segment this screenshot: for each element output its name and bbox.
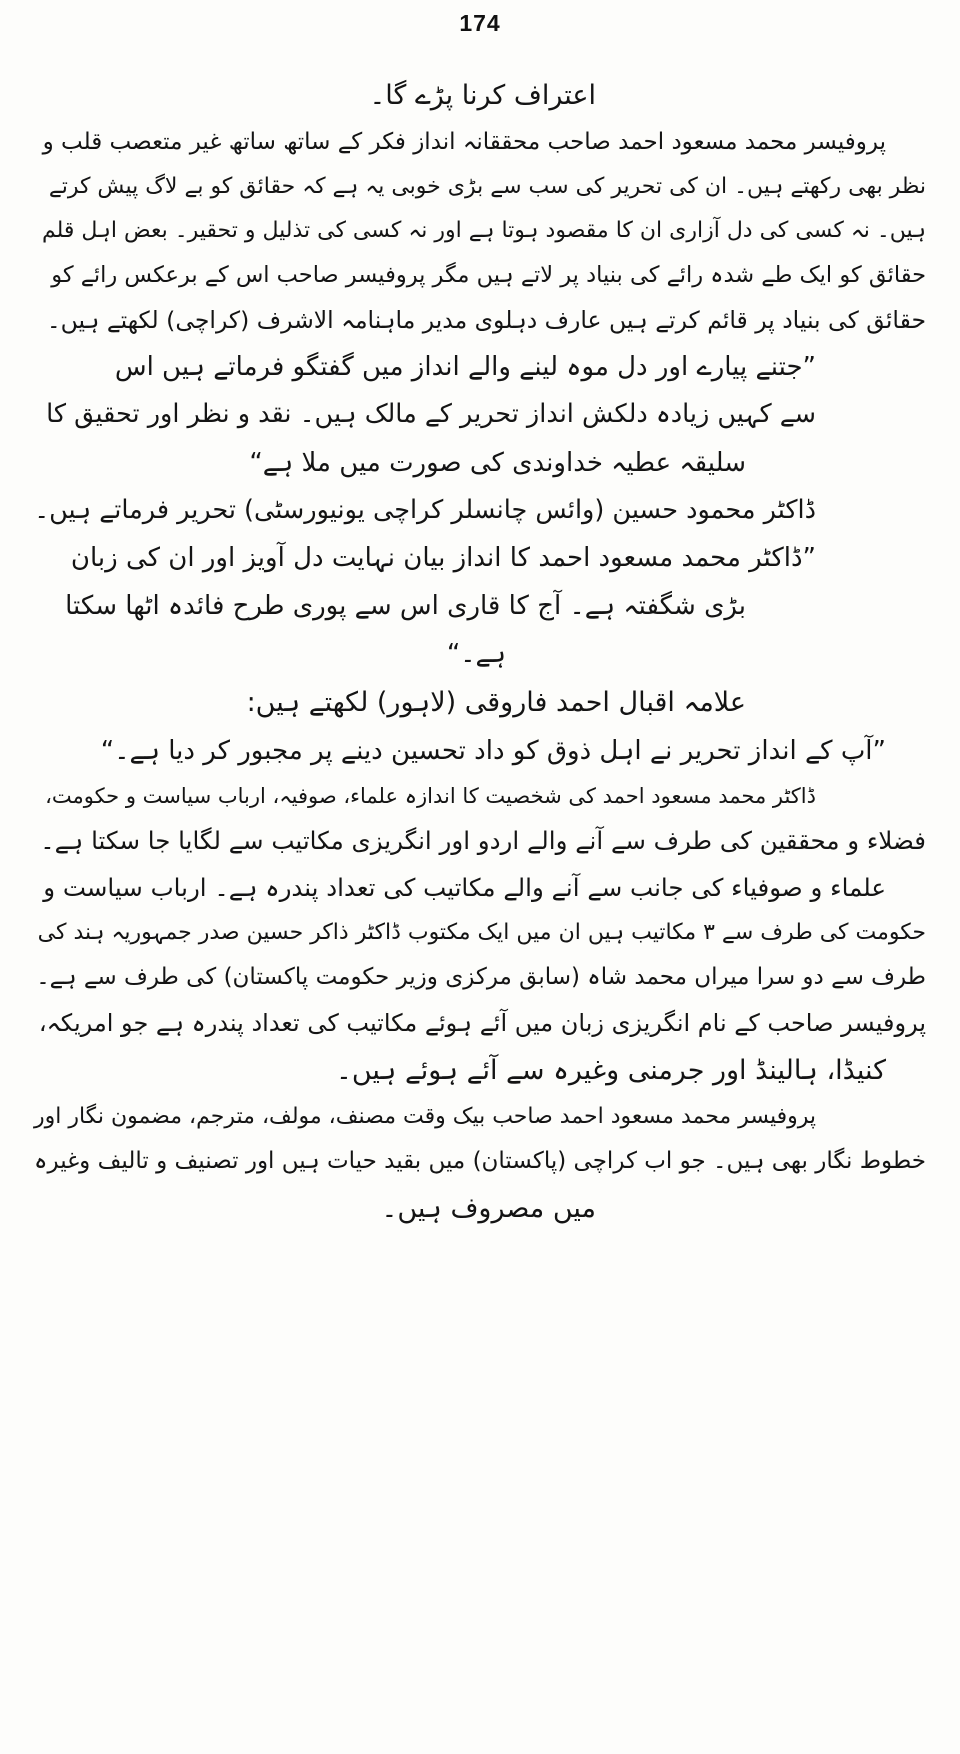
quote-line: سے کہیں زیادہ دلکش انداز تحریر کے مالک ہیں۔ نقد و نظر اور تحقیق کا [46,399,816,429]
text-line: پروفیسر محمد مسعود احمد صاحب بیک وقت مصنف، مولف، مترجم، مضمون نگار اور [34,1104,816,1129]
text-line: حقائق کو ایک طے شدہ رائے کی بنیاد پر لاتے ہیں مگر پروفیسر صاحب اس کے برعکس رائے کو [51,262,926,288]
quote-line: بڑی شگفتہ ہے۔ آج کا قاری اس سے پوری طرح فائدہ اٹھا سکتا [65,591,746,621]
text-line: پروفیسر صاحب کے نام انگریزی زبان میں آئے ہوئے مکاتیب کی تعداد پندرہ ہے جو امریکہ، [38,1009,926,1037]
text-line: خطوط نگار بھی ہیں۔ جو اب کراچی (پاکستان) میں بقید حیات ہیں اور تصنیف و تالیف وغیرہ [34,1148,926,1174]
text-line: ہیں۔ نہ کسی کی دل آزاری ان کا مقصود ہوتا ہے اور نہ کسی کی تذلیل و تحقیر۔ بعض اہل قلم [41,218,926,243]
text-line: طرف سے دو سرا میراں محمد شاہ (سابق مرکزی وزیر حکومت پاکستان) کی طرف سے ہے۔ [36,964,926,990]
text-line: اعتراف کرنا پڑے گا۔ [369,80,596,111]
quote-line: ہے۔“ [446,639,506,669]
text-line: پروفیسر محمد مسعود احمد صاحب محققانہ انداز فکر کے ساتھ ساتھ غیر متعصب قلب و [42,129,886,155]
quote-line: ”ڈاکٹر محمد مسعود احمد کا انداز بیان نہایت دل آویز اور ان کی زبان [70,543,816,573]
text-line: علامہ اقبال احمد فاروقی (لاہور) لکھتے ہیں: [246,687,746,718]
page-number: 174 [459,10,501,36]
text-line: نظر بھی رکھتے ہیں۔ ان کی تحریر کی سب سے بڑی خوبی یہ ہے کہ حقائق کو بے لاگ پیش کرتے [48,174,926,199]
body-text-block [34,82,926,1244]
text-line: حکومت کی طرف سے ۳ مکاتیب ہیں ان میں ایک مکتوب ڈاکٹر ذاکر حسین صدر جمہوریہ ہند کی [37,920,926,945]
quote-line: ”آپ کے انداز تحریر نے اہل ذوق کو داد تحسین دینے پر مجبور کر دیا ہے۔“ [100,736,886,766]
text-line: علماء و صوفیاء کی جانب سے آنے والے مکاتیب کی تعداد پندرہ ہے۔ ارباب سیاست و [43,872,886,902]
text-line: حقائق کی بنیاد پر قائم کرتے ہیں عارف دہلوی مدیر ماہنامہ الاشرف (کراچی) لکھتے ہیں۔ [46,305,926,334]
quote-line: ”جتنے پیارے اور دل موہ لینے والے انداز میں گفتگو فرماتے ہیں اس [114,352,816,382]
text-line: فضلاء و محققین کی طرف سے آنے والے اردو اور انگریزی مکاتیب سے لگایا جا سکتا ہے۔ [40,826,926,855]
text-line: ڈاکٹر محمود حسین (وائس چانسلر کراچی یونیورسٹی) تحریر فرماتے ہیں۔ [34,494,816,525]
text-line: کنیڈا، ہالینڈ اور جرمنی وغیرہ سے آئے ہوئے ہیں۔ [336,1055,886,1086]
quote-line: سلیقہ عطیہ خداوندی کی صورت میں ملا ہے“ [249,447,746,478]
text-line: ڈاکٹر محمد مسعود احمد کی شخصیت کا اندازہ علماء، صوفیہ، ارباب سیاست و حکومت، [45,784,816,808]
text-line: میں مصروف ہیں۔ [381,1193,596,1224]
